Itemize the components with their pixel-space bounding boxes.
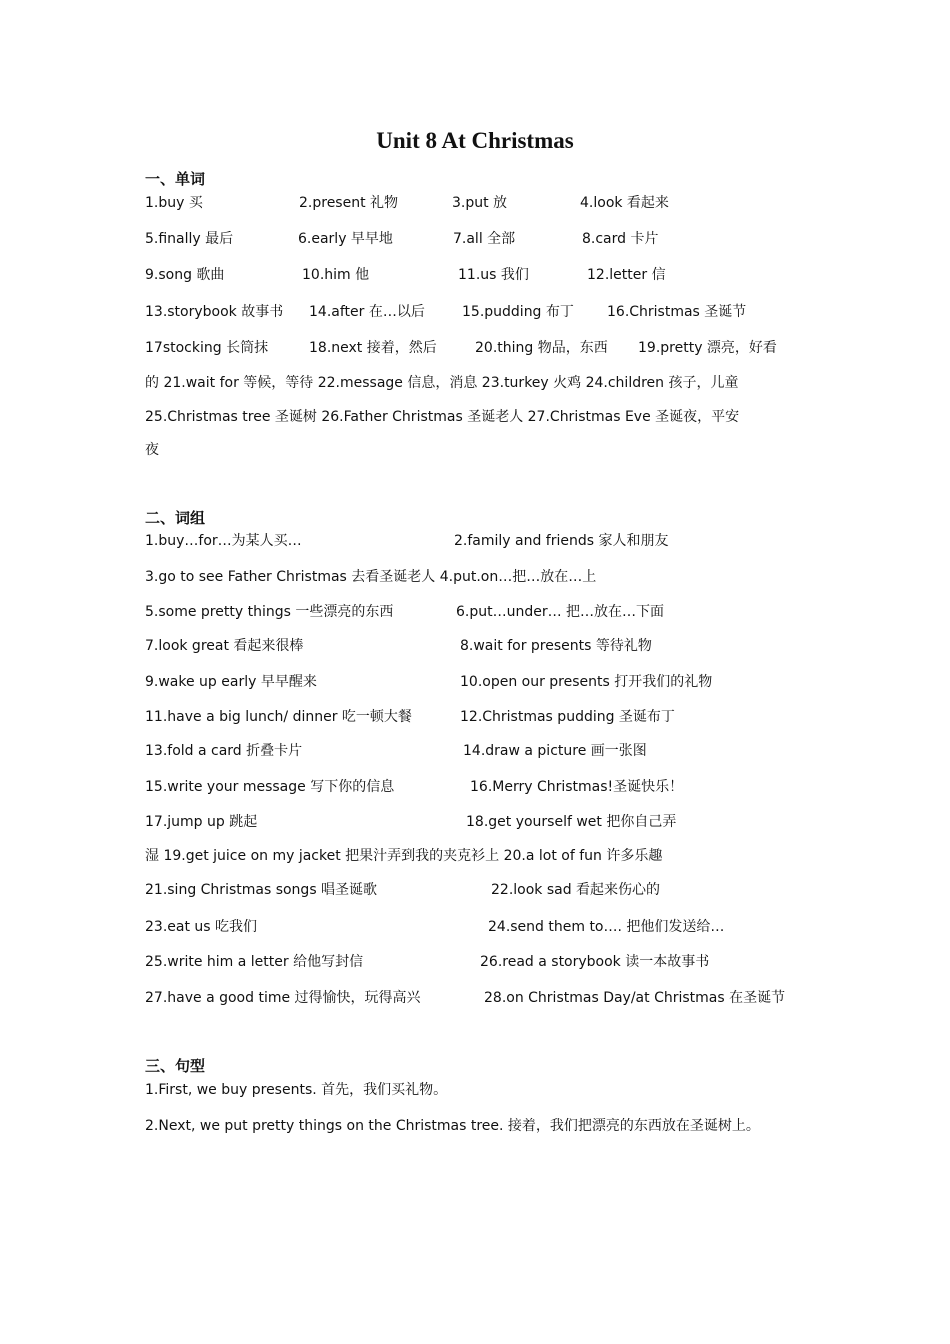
phrase-item: 9.wake up early 早早醒来 (145, 674, 317, 690)
phrase-item: 3.go to see Father Christmas 去看圣诞老人 4.put.on…把…放在…上 (145, 569, 597, 585)
phrase-item: 28.on Christmas Day/at Christmas 在圣诞节 (484, 990, 786, 1006)
word-item: 4.look 看起来 (580, 195, 669, 211)
word-item: 16.Christmas 圣诞节 (607, 304, 747, 320)
word-item: 7.all 全部 (453, 231, 516, 247)
word-item: 3.put 放 (452, 195, 508, 211)
phrase-item: 2.family and friends 家人和朋友 (454, 533, 669, 549)
word-item: 11.us 我们 (458, 267, 529, 283)
phrase-item: 18.get yourself wet 把你自己弄 (466, 814, 677, 830)
phrase-item: 21.sing Christmas songs 唱圣诞歌 (145, 882, 378, 898)
section-heading-words: 一、单词 (145, 170, 206, 188)
word-item: 8.card 卡片 (582, 231, 659, 247)
word-item: 19.pretty 漂亮，好看 (638, 340, 777, 356)
phrase-item: 22.look sad 看起来伤心的 (491, 882, 661, 898)
word-item: 的 21.wait for 等候，等待 22.message 信息，消息 23.turkey 火鸡 24.children 孩子，儿童 (145, 375, 739, 391)
word-item: 2.present 礼物 (299, 195, 399, 211)
phrase-item: 26.read a storybook 读一本故事书 (480, 954, 710, 970)
phrase-item: 25.write him a letter 给他写封信 (145, 954, 364, 970)
phrase-item: 23.eat us 吃我们 (145, 919, 258, 935)
word-item: 12.letter 信 (587, 267, 666, 283)
section-heading-phrases: 二、词组 (145, 509, 206, 527)
phrase-item: 24.send them to…. 把他们发送给… (488, 919, 725, 935)
word-item: 6.early 早早地 (298, 231, 393, 247)
phrase-item: 12.Christmas pudding 圣诞布丁 (460, 709, 675, 725)
word-item: 13.storybook 故事书 (145, 304, 284, 320)
phrase-item: 8.wait for presents 等待礼物 (460, 638, 652, 654)
word-item: 夜 (145, 442, 159, 458)
sentence-item: 2.Next, we put pretty things on the Christmas tree. 接着，我们把漂亮的东西放在圣诞树上。 (145, 1118, 760, 1134)
phrase-item: 16.Merry Christmas!圣诞快乐！ (470, 779, 684, 795)
word-item: 10.him 他 (302, 267, 370, 283)
section-heading-sentences: 三、句型 (145, 1057, 206, 1075)
phrase-item: 14.draw a picture 画一张图 (463, 743, 647, 759)
word-item: 20.thing 物品，东西 (475, 340, 608, 356)
word-item: 18.next 接着，然后 (309, 340, 437, 356)
phrase-item: 1.buy…for…为某人买… (145, 533, 302, 549)
word-item: 1.buy 买 (145, 195, 203, 211)
word-item: 14.after 在…以后 (309, 304, 425, 320)
phrase-item: 6.put…under… 把…放在…下面 (456, 604, 665, 620)
word-item: 17stocking 长筒抹 (145, 340, 269, 356)
word-item: 9.song 歌曲 (145, 267, 225, 283)
phrase-item: 17.jump up 跳起 (145, 814, 258, 830)
word-item: 25.Christmas tree 圣诞树 26.Father Christmas 圣诞老人 27.Christmas Eve 圣诞夜，平安 (145, 409, 740, 425)
word-item: 5.finally 最后 (145, 231, 234, 247)
page-title: Unit 8 At Christmas (376, 128, 574, 153)
phrase-item: 湿 19.get juice on my jacket 把果汁弄到我的夹克衫上 20.a lot of fun 许多乐趣 (145, 848, 663, 864)
phrase-item: 10.open our presents 打开我们的礼物 (460, 674, 713, 690)
phrase-item: 15.write your message 写下你的信息 (145, 779, 395, 795)
phrase-item: 13.fold a card 折叠卡片 (145, 743, 303, 759)
phrase-item: 7.look great 看起来很棒 (145, 638, 304, 654)
phrase-item: 11.have a big lunch/ dinner 吃一顿大餐 (145, 709, 412, 725)
word-item: 15.pudding 布丁 (462, 304, 574, 320)
sentence-item: 1.First, we buy presents. 首先，我们买礼物。 (145, 1082, 448, 1098)
phrase-item: 27.have a good time 过得愉快，玩得高兴 (145, 990, 421, 1006)
phrase-item: 5.some pretty things 一些漂亮的东西 (145, 604, 394, 620)
